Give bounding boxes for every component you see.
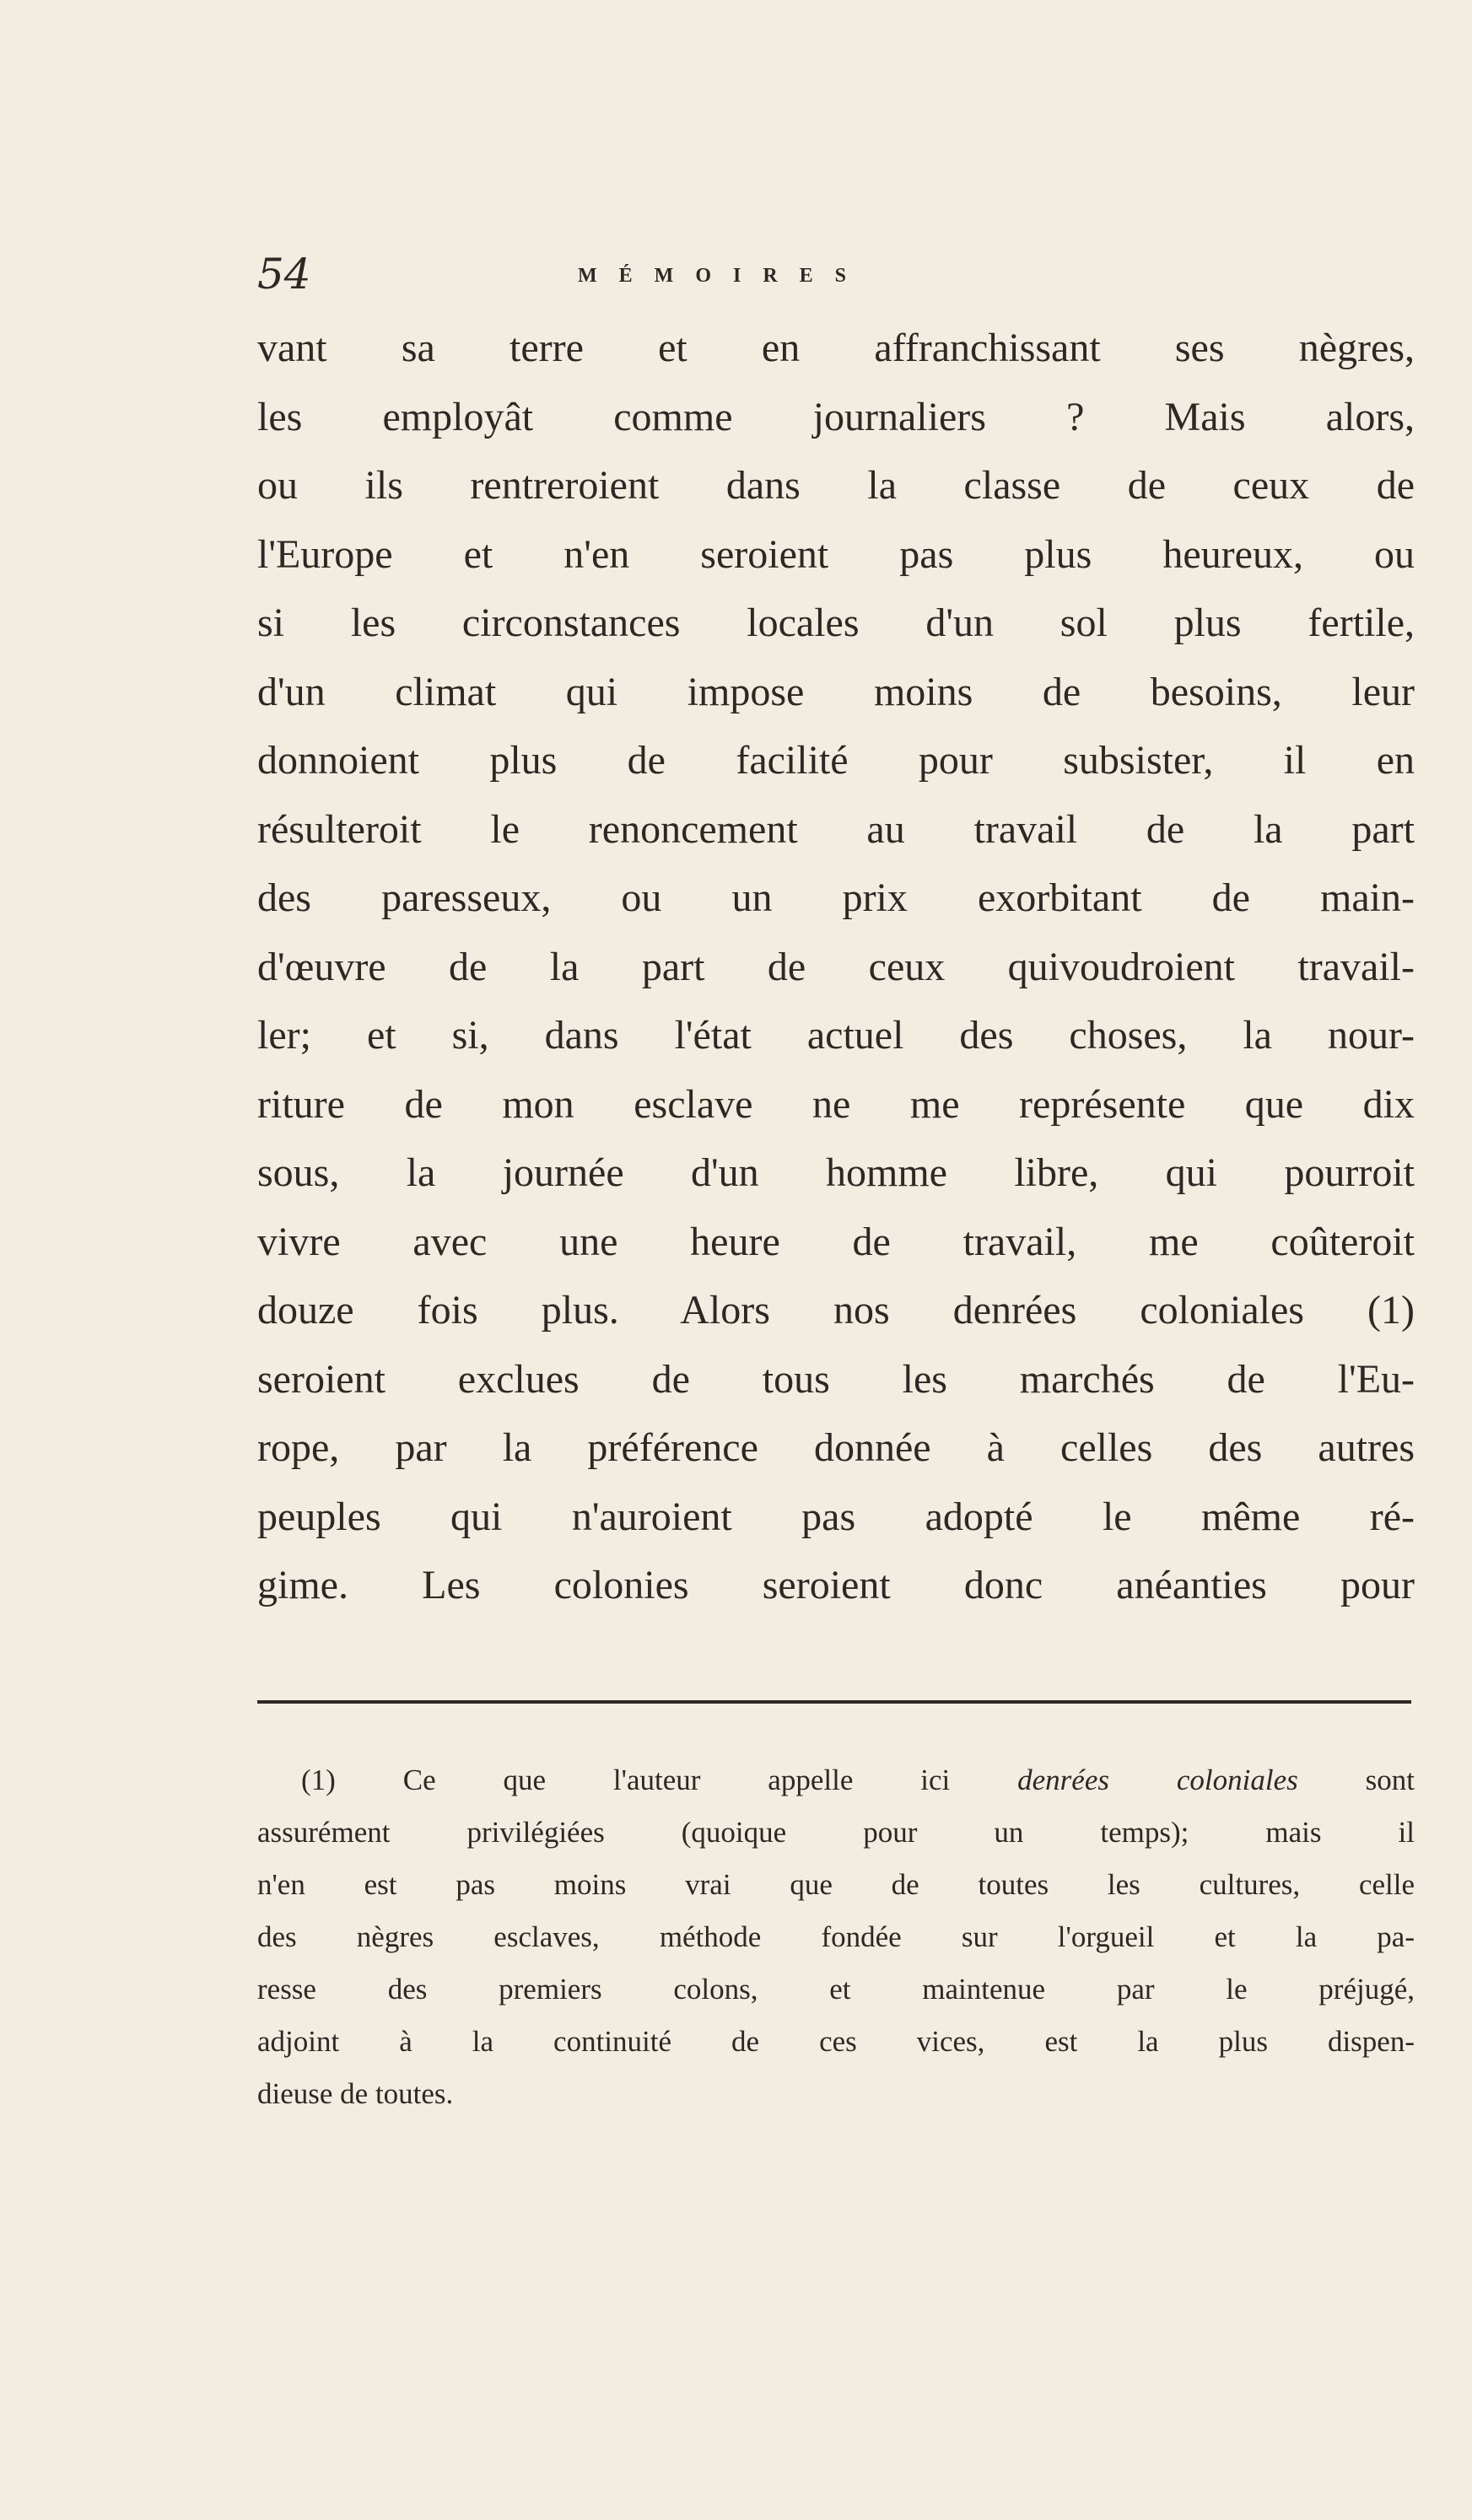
- body-line: ler; et si, dans l'état actuel des choses, la nour-: [257, 1013, 1415, 1058]
- body-line: donnoient plus de facilité pour subsister, il en: [257, 738, 1415, 783]
- footnote-line: assurément privilégiées (quoique pour un temps); mais il: [257, 1816, 1415, 1849]
- body-line: seroient exclues de tous les marchés de l'Eu-: [257, 1356, 1415, 1402]
- body-line: d'un climat qui impose moins de besoins, leur: [257, 669, 1415, 714]
- footnote-line: des nègres esclaves, méthode fondée sur l'orgueil et la pa-: [257, 1920, 1415, 1953]
- page-number: 54: [257, 250, 311, 299]
- footnote-line: dieuse de toutes.: [257, 2077, 454, 2110]
- footnote-line: resse des premiers colons, et maintenue par le préjugé,: [257, 1973, 1415, 2006]
- body-line: les employât comme journaliers ? Mais alors,: [257, 394, 1415, 439]
- body-line: si les circonstances locales d'un sol plus fertile,: [257, 600, 1415, 645]
- body-line: l'Europe et n'en seroient pas plus heureux, ou: [257, 531, 1415, 577]
- footnote: [257, 1754, 1415, 2120]
- body-line: des paresseux, ou un prix exorbitant de main-: [257, 875, 1415, 920]
- body-line: peuples qui n'auroient pas adopté le même ré-: [257, 1494, 1415, 1539]
- body-line: vivre avec une heure de travail, me coûteroit: [257, 1219, 1415, 1264]
- footnote-line: adjoint à la continuité de ces vices, est la plus dispen-: [257, 2025, 1415, 2058]
- body-line: d'œuvre de la part de ceux quivoudroient travail-: [257, 944, 1415, 989]
- running-head-title: MÉMOIRES: [578, 265, 869, 287]
- body-line: vant sa terre et en affranchissant ses nègres,: [257, 326, 1415, 370]
- footnote-text: Ce que l'auteur appelle ici: [402, 1763, 951, 1796]
- footnote-emphasis: denrées coloniales: [1017, 1763, 1298, 1796]
- body-line: rope, par la préférence donnée à celles des autres: [257, 1425, 1415, 1470]
- footnote-text: sont: [1365, 1763, 1415, 1796]
- footnote-line: n'en est pas moins vrai que de toutes les cultures, celle: [257, 1868, 1415, 1901]
- body-line: résulteroit le renoncement au travail de la part: [257, 806, 1415, 852]
- body-line: ou ils rentreroient dans la classe de ceux de: [257, 463, 1415, 508]
- body-line: riture de mon esclave ne me représente que dix: [257, 1081, 1415, 1127]
- running-head: [257, 240, 1421, 308]
- footnote-line: [257, 1754, 1415, 1807]
- body-line: douze fois plus. Alors nos denrées coloniales (1): [257, 1288, 1415, 1333]
- footnote-rule: [257, 1700, 1411, 1704]
- body-text: [257, 314, 1415, 1620]
- body-line: sous, la journée d'un homme libre, qui pourroit: [257, 1150, 1415, 1195]
- body-line: gime. Les colonies seroient donc anéanties pour: [257, 1563, 1415, 1607]
- footnote-marker: (1): [301, 1763, 336, 1796]
